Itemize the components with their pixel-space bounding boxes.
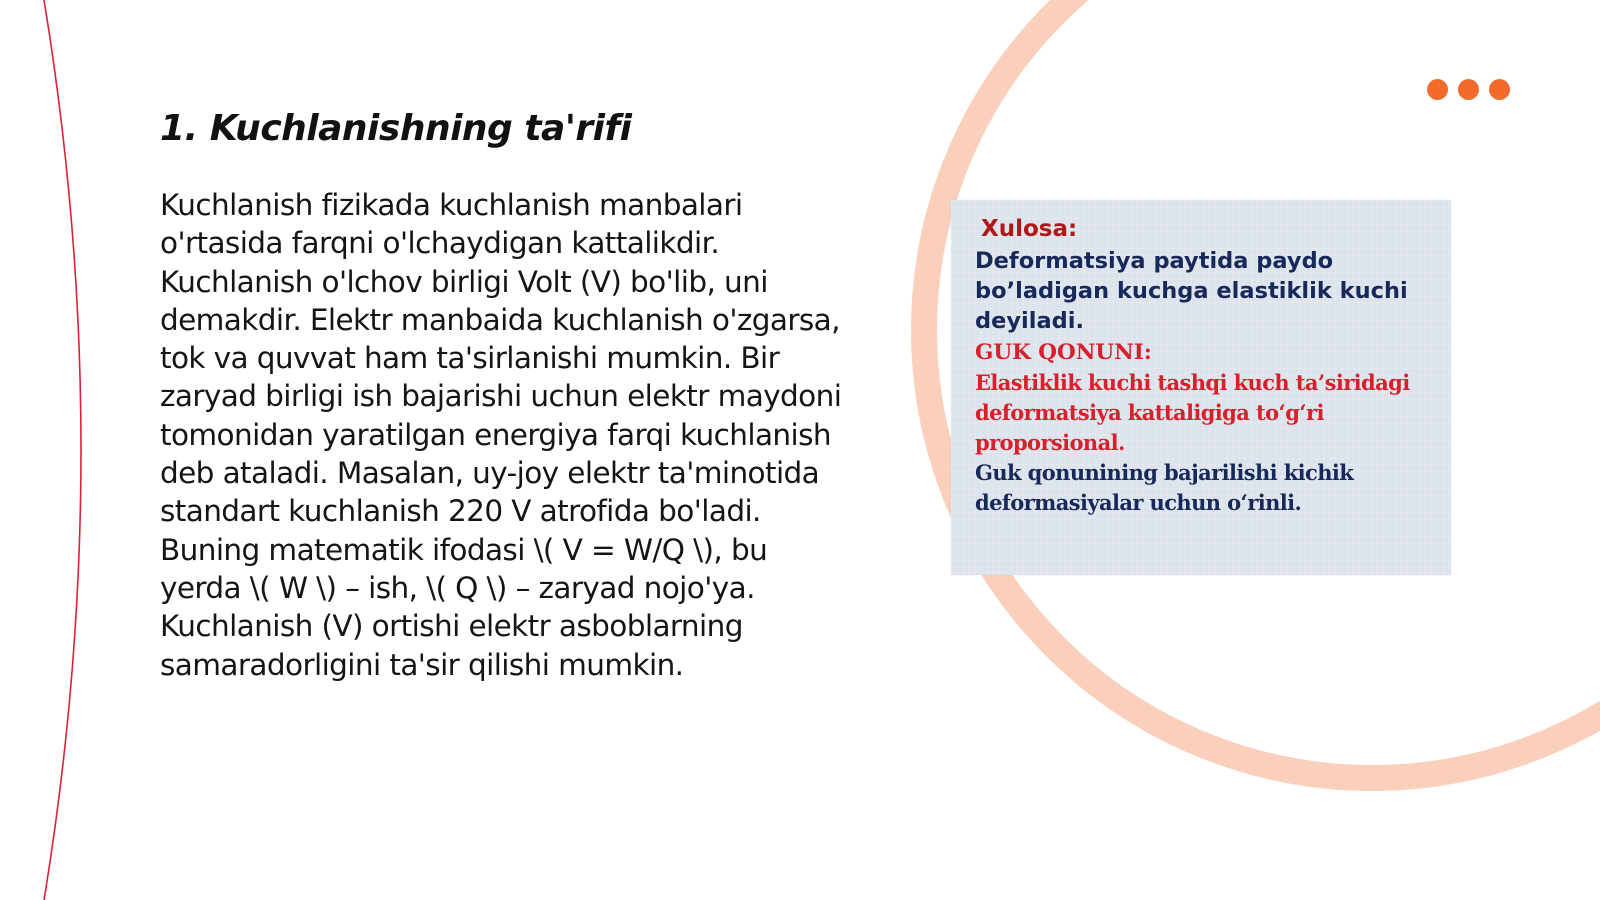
slide-title: 1. Kuchlanishning ta'rifi [160, 108, 632, 149]
dot-icon [1427, 79, 1448, 100]
card-definition: Deformatsiya paytida paydo bo’ladigan kuchga elastiklik kuchi deyiladi. [975, 248, 1408, 334]
dot-icon [1458, 79, 1479, 100]
body-paragraph: Kuchlanish fizikada kuchlanish manbalari o'rtasida farqni o'lchaydigan kattalikdir. Kuchlanish o'lchov birligi Volt (V) bo'lib, uni demakdir. Elektr manbaida kuchlanish o'zgarsa, tok va quvvat ham ta'sirlanishi mumkin. Bir zaryad birligi ish bajarishi uchun elektr maydoni tomonidan yaratilgan energiya farqi kuchlanish deb ataladi. Masalan, uy-joy elektr ta'minotida standart kuchlanish 220 V atrofida bo'ladi. Buning matematik ifodasi \( V = W/Q \), bu yerda \( W \) – ish, \( Q \) – zaryad nojo'ya. Kuchlanish (V) ortishi elektr asboblarning samaradorligini ta'sir qilishi mumkin. [160, 188, 842, 682]
card-heading: Xulosa: [981, 216, 1078, 242]
card-note: Guk qonunining bajarilishi kichik deformasiyalar uchun o‘rinli. [975, 460, 1354, 515]
left-red-curve [44, 0, 81, 900]
card-law-title: GUK QONUNI: [975, 340, 1152, 365]
dot-icon [1489, 79, 1510, 100]
card-law-text: Elastiklik kuchi tashqi kuch ta’siridagi deformatsiya kattaligiga to‘g‘ri proporsional. [975, 370, 1410, 455]
menu-dots-icon [1427, 79, 1517, 101]
summary-image-card [951, 200, 1451, 575]
